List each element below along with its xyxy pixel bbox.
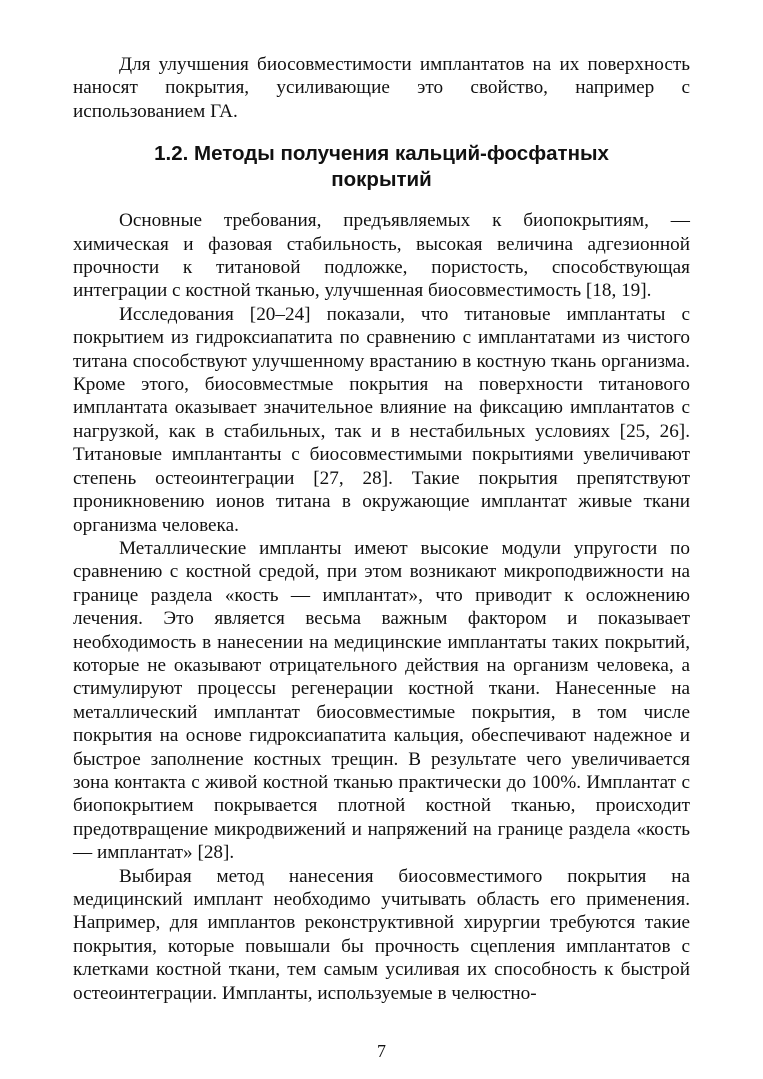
paragraph-coating-method: Выбирая метод нанесения биосовместимого покрытия на медицинский имплант необходимо учитывать область его применения. Например, для имплантов реконструктивной хирургии требуются такие покрытия, которые повышали бы прочность сцепления имплантатов с клетками костной ткани, тем самым усиливая их способность к быстрой остеоинтеграции. Импланты, используемые в челюстно- [73, 865, 690, 1004]
page-number: 7 [377, 1041, 386, 1061]
intro-paragraph: Для улучшения биосовместимости имплантатов на их поверхность наносят покрытия, усиливающие это свойство, например с использованием ГА. [73, 54, 690, 122]
section-heading-line-1: 1.2. Методы получения кальций-фосфатных [154, 142, 609, 166]
paragraph-research: Исследования [20–24] показали, что титановые имплантаты с покрытием из гидроксиапатита по сравнению с имплантатами из чистого титана способствуют улучшенному врастанию в костную ткань организма. Кроме этого, биосовместмые покрытия на поверхности титанового имплантата оказывает значительное влияние на фиксацию имплантатов с нагрузкой, как в стабильных, так и в нестабильных условиях [25, 26]. Титановые имплантанты с биосовместимыми покрытиями увеличивают степень остеоинтеграции [27, 28]. Такие покрытия препятствуют проникновению ионов титана в окружающие имплантат живые ткани организма человека. [73, 303, 690, 536]
section-heading [73, 141, 690, 193]
section-heading-line-2: покрытий [331, 168, 432, 192]
paragraph-metal-implants: Металлические импланты имеют высокие модули упругости по сравнению с костной средой, при этом возникают микроподвижности на границе раздела «кость — имплантат», что приводит к осложнению лечения. Это является весьма важным фактором и показывает необходимость в нанесении на медицинские имплантаты таких покрытий, которые не оказывают отрицательного действия на организм человека, а стимулируют процессы регенерации костной ткани. Нанесенные на металлический имплантат биосовместимые покрытия, в том числе покрытия на основе гидроксиапатита кальция, обеспечивают надежное и быстрое заполнение костных трещин. В результате чего увеличивается зона контакта с живой костной тканью практически до 100%. Имплантат с биопокрытием покрывается плотной костной тканью, происходит предотвращение микродвижений и напряжений на границе раздела «кость — имплантат» [28]. [73, 537, 690, 864]
page-content [73, 53, 690, 1005]
paragraph-requirements: Основные требования, предъявляемых к биопокрытиям, — химическая и фазовая стабильность, высокая величина адгезионной прочности к титановой подложке, пористость, способствующая интеграции с костной тканью, улучшенная биосовместимость [18, 19]. [73, 210, 690, 302]
